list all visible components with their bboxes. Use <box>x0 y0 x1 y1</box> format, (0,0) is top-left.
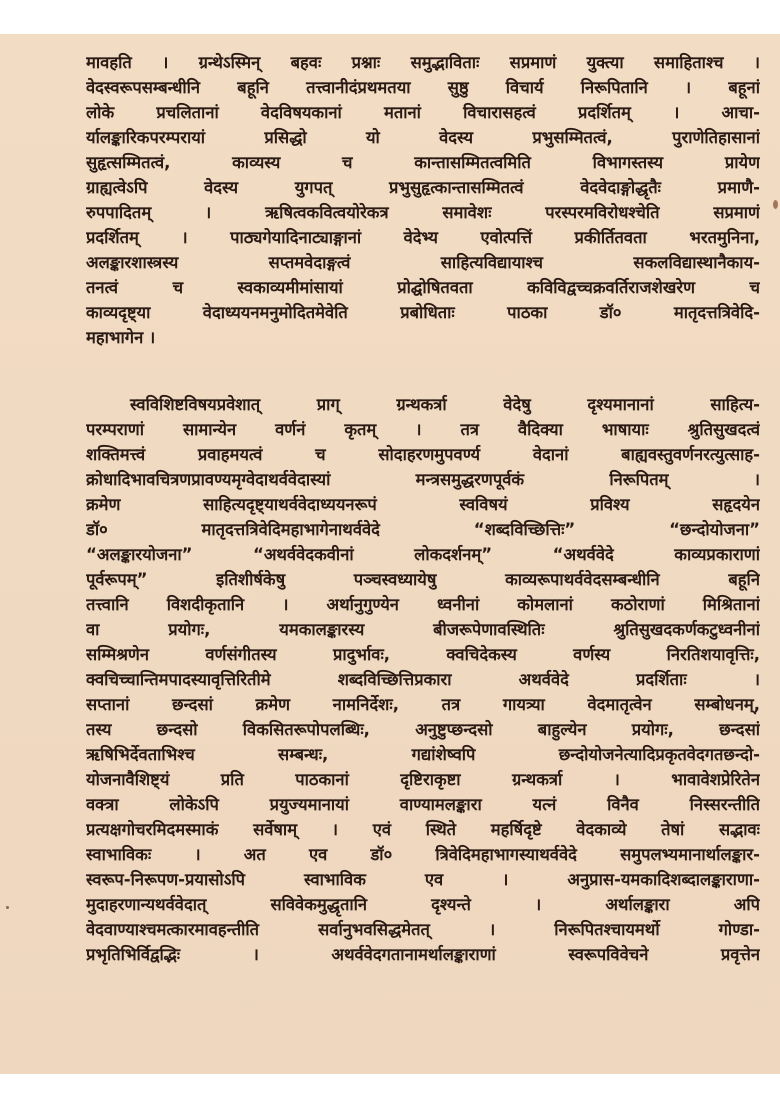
paragraph-1 <box>86 50 760 350</box>
text-line: काव्यदृष्ट्या वेदाध्ययनमनुमोदितमेवेति प्रबोधिताः पाठका डॉ० मातृदत्तत्रिवेदि- <box>86 303 760 322</box>
text-line: “अलङ्कारयोजना” “अथर्ववेदकवीनां लोकदर्शनम्” “अथर्ववेदे काव्यप्रकाराणां <box>86 545 760 564</box>
text-line: वक्त्रा लोकेऽपि प्रयुज्यमानायां वाण्यामलङ्कारा यत्नं विनैव निस्सरन्तीति <box>86 795 760 814</box>
text-line: रुपपादितम् । ऋषित्वकवित्वयोरेकत्र समावेशः परस्परमविरोधश्चेति सप्रमाणं <box>86 203 760 222</box>
text-line: तत्त्वानि विशदीकृतानि । अर्थानुगुण्येन ध्वनीनां कोमलानां कठोराणां मिश्रितानां <box>86 595 760 614</box>
text-line: क्रमेण साहित्यदृष्ट्याथर्ववेदाध्ययनरूपं स्वविषयं प्रविश्य सहृदयेन <box>86 495 760 514</box>
text-line: पूर्वरूपम्” इतिशीर्षकेषु पञ्चस्वध्यायेषु काव्यरूपाथर्ववेदसम्बन्धीनि बहूनि <box>86 570 760 589</box>
text-line: तस्य छन्दसो विकसितरूपोपलब्धिः, अनुष्टुप्छन्दसो बाहुल्येन प्रयोगः, छन्दसां <box>86 720 760 739</box>
scanned-book-page <box>0 34 780 1074</box>
text-line: स्वविशिष्टविषयप्रवेशात् प्राग् ग्रन्थकर्त्रा वेदेषु दृश्यमानानां साहित्य- <box>130 395 760 414</box>
text-line: तनत्वं च स्वकाव्यमीमांसायां प्रोद्घोषितवता कविविद्वच्चक्रवर्तिराजशेखरेण च <box>86 278 760 297</box>
text-line: वेदस्वरूपसम्बन्धीनि बहूनि तत्त्वानीदंप्रथमतया सुष्ठु विचार्य निरूपितानि । बहूनां <box>86 78 760 97</box>
text-line: सुहृत्सम्मितत्वं, काव्यस्य च कान्तासम्मितत्वमिति विभागस्तस्य प्रायेण <box>86 153 760 172</box>
text-line: स्वरूप-निरूपण-प्रयासोऽपि स्वाभाविक एव । अनुप्रास-यमकादिशब्दालङ्काराणा- <box>86 870 760 889</box>
paper-speck <box>6 906 9 909</box>
paragraph-spacer <box>86 350 760 392</box>
body-text <box>86 50 760 967</box>
text-line: मावहति । ग्रन्थेऽस्मिन् बहवः प्रश्नाः समुद्भाविताः सप्रमाणं युक्त्या समाहिताश्च । <box>86 53 760 72</box>
text-line: वेदवाण्याश्चमत्कारमावहन्तीति सर्वानुभवसिद्धमेतत् । निरूपितश्चायमर्थो गोण्डा- <box>86 920 760 939</box>
text-line: अलङ्कारशास्त्रस्य सप्तमवेदाङ्गत्वं साहित्यविद्यायाश्च सकलविद्यास्थानैकाय- <box>86 253 760 272</box>
text-line: प्रदर्शितम् । पाठ्यगेयादिनाट्याङ्गानां वेदेभ्य एवोत्पत्तिं प्रकीर्तितवता भरतमुनिना, <box>86 228 760 247</box>
paragraph-2 <box>86 392 760 967</box>
text-line: मुदाहरणान्यथर्ववेदात् सविवेकमुद्धृतानि दृश्यन्ते । अर्थालङ्कारा अपि <box>86 895 760 914</box>
text-line: लोके प्रचलितानां वेदविषयकानां मतानां विचारासहत्वं प्रदर्शितम् । आचा- <box>86 103 760 122</box>
text-line: प्रत्यक्षगोचरमिदमस्माकं सर्वेषाम् । एवं स्थिते महर्षिदृष्टे वेदकाव्ये तेषां सद्भावः <box>86 820 760 839</box>
text-line: ऋषिभिर्देवताभिश्च सम्बन्धः, गद्यांशेष्वपि छन्दोयोजनेत्यादिप्रकृतवेदगतछन्दो- <box>86 745 760 764</box>
text-line: ग्राह्यत्वेऽपि वेदस्य युगपत् प्रभुसुहृत्कान्तासम्मितत्वं वेदवेदाङ्गोद्धृतैः प्रमाणै- <box>86 178 760 197</box>
text-line: सम्मिश्रणेन वर्णसंगीतस्य प्रादुर्भावः, क्वचिदेकस्य वर्णस्य निरतिशयावृत्तिः, <box>86 645 760 664</box>
text-line: डॉ० मातृदत्तत्रिवेदिमहाभागेनाथर्ववेदे “शब्दविच्छित्तिः” “छन्दोयोजना” <box>86 520 760 539</box>
text-line: र्यालङ्कारिकपरम्परायां प्रसिद्धो यो वेदस्य प्रभुसम्मितत्वं, पुराणेतिहासानां <box>86 128 760 147</box>
text-line: परम्पराणां सामान्येन वर्णनं कृतम् । तत्र वैदिक्या भाषायाः श्रुतिसुखदत्वं <box>86 420 760 439</box>
paper-speck <box>773 200 778 209</box>
text-line: सप्तानां छन्दसां क्रमेण नामनिर्देशः, तत्र गायत्र्या वेदमातृत्वेन सम्बोधनम्, <box>86 695 760 714</box>
text-line: क्वचिच्चान्तिमपादस्यावृत्तिरितीमे शब्दविच्छित्तिप्रकारा अथर्ववेदे प्रदर्शिताः । <box>86 670 760 689</box>
text-line: महाभागेन । <box>86 328 156 347</box>
text-line: स्वाभाविकः । अत एव डॉ० त्रिवेदिमहाभागस्याथर्ववेदे समुपलभ्यमानार्थालङ्कार- <box>86 845 760 864</box>
text-line: वा प्रयोगः, यमकालङ्कारस्य बीजरूपेणावस्थितिः श्रुतिसुखदकर्णकटुध्वनीनां <box>86 620 760 639</box>
text-line: क्रोधादिभावचित्रणप्रावण्यमृग्वेदाथर्ववेदास्यां मन्त्रसमुद्धरणपूर्वकं निरूपितम् । <box>86 470 760 489</box>
text-line: शक्तिमत्त्वं प्रवाहमयत्वं च सोदाहरणमुपवर्ण्य वेदानां बाह्यवस्तुवर्णनरत्युत्साह- <box>86 445 760 464</box>
text-line: प्रभृतिभिर्विद्वद्भिः । अथर्ववेदगतानामर्थालङ्काराणां स्वरूपविवेचने प्रवृत्तेन <box>86 945 760 964</box>
text-line: योजनावैशिष्ट्यं प्रति पाठकानां दृष्टिराकृष्टा ग्रन्थकर्त्रा । भावावेशप्रेरितेन <box>86 770 760 789</box>
